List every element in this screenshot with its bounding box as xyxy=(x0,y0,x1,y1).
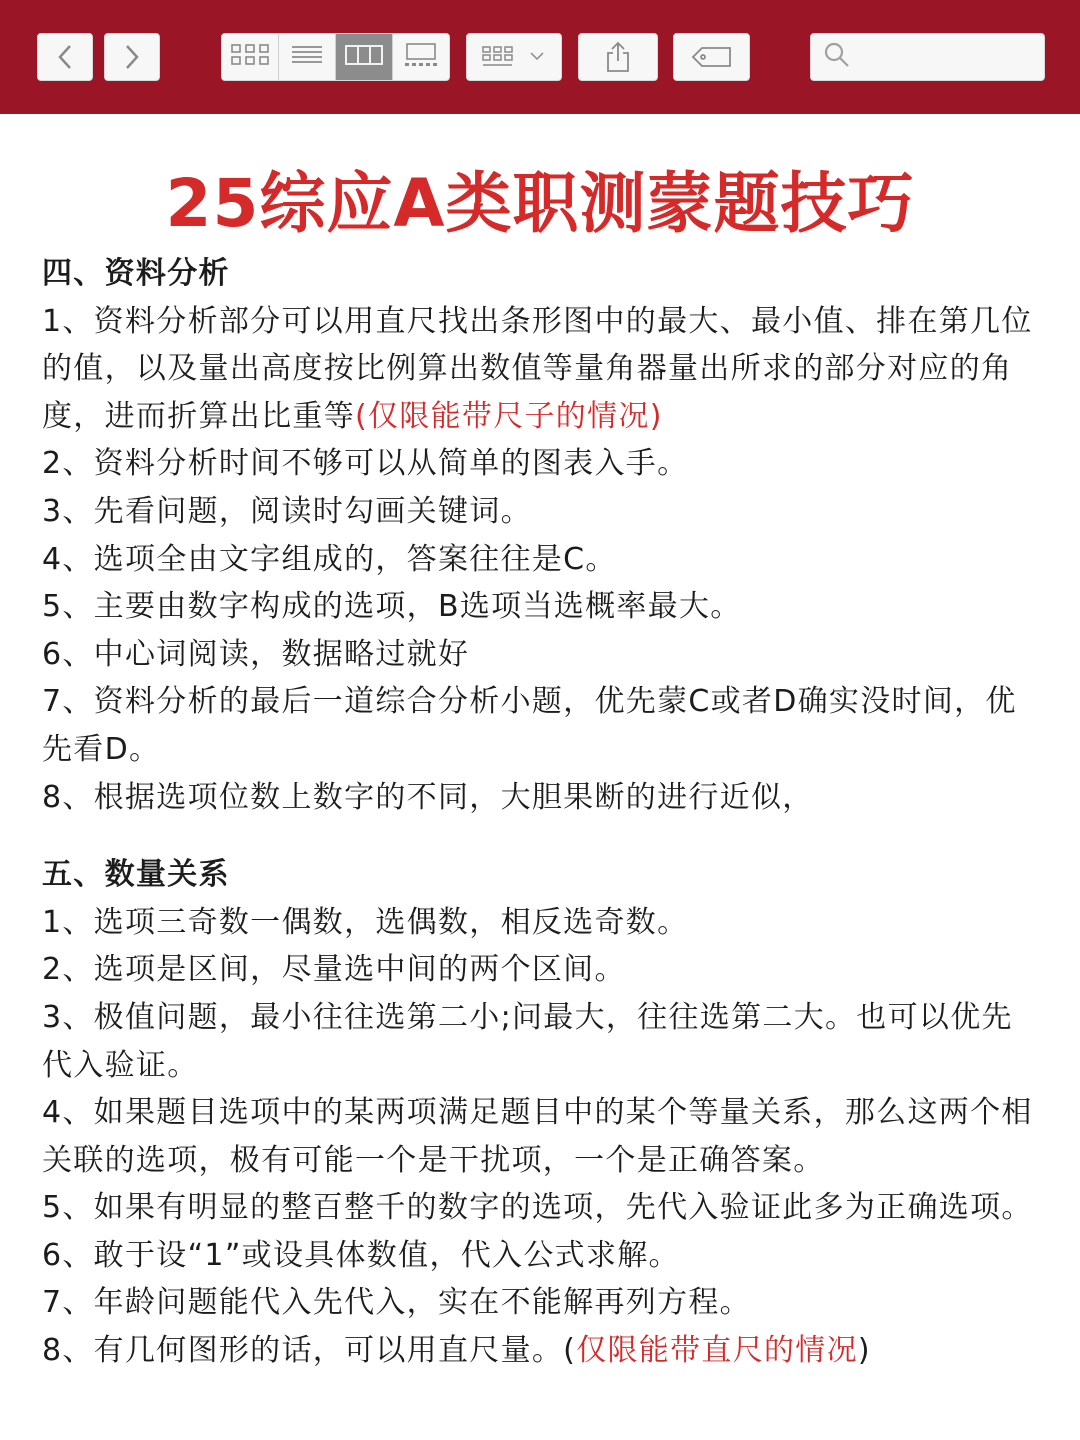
item-highlight: 仅限能带直尺的情况 xyxy=(576,1333,858,1369)
gallery-view-button[interactable] xyxy=(393,34,449,80)
list-item: 1、选项三奇数一偶数，选偶数，相反选奇数。 xyxy=(42,904,689,940)
list-view-icon xyxy=(290,42,324,72)
group-by-button[interactable] xyxy=(466,33,562,81)
forward-button[interactable] xyxy=(104,33,160,81)
item-text: 8、有几何图形的话，可以用直尺量。( xyxy=(42,1333,577,1369)
chevron-right-icon xyxy=(122,43,142,71)
column-view-icon xyxy=(344,42,384,72)
search-input[interactable] xyxy=(859,36,1080,78)
chevron-left-icon xyxy=(55,43,75,71)
group-by-icon xyxy=(479,44,549,70)
section-heading: 五、数量关系 xyxy=(42,857,230,893)
list-item: 3、极值问题，最小往往选第二小;问最大，往往选第二大。也可以优先代入验证。 xyxy=(42,999,1013,1083)
window-toolbar xyxy=(0,0,1080,114)
gallery-view-icon xyxy=(401,42,441,72)
search-icon xyxy=(823,41,851,73)
list-item: 8、根据选项位数上数字的不同，大胆果断的进行近似， xyxy=(42,779,814,815)
section-heading: 四、资料分析 xyxy=(42,256,230,291)
list-item: 2、资料分析时间不够可以从简单的图表入手。 xyxy=(42,446,689,482)
grid-view-icon xyxy=(230,42,270,72)
column-view-button[interactable] xyxy=(336,34,393,80)
share-icon xyxy=(603,40,633,74)
document-body xyxy=(42,250,1042,1375)
view-mode-control xyxy=(221,33,450,81)
list-item: 7、资料分析的最后一道综合分析小题，优先蒙C或者D确实没时间，优先看D。 xyxy=(42,684,1017,767)
list-item: 4、如果题目选项中的某两项满足题目中的某个等量关系，那么这两个相关联的选项，极有可能一个是干扰项，一个是正确答案。 xyxy=(42,1095,1033,1178)
section-spacer xyxy=(42,821,1042,851)
grid-view-button[interactable] xyxy=(222,34,279,80)
item-text: 1、资料分析部分可以用直尺找出条形图中的最大、最小值、排在第几位的值，以及量出高度按比例算出数值等量角器量出所求的部分对应的角度，进而折算出比重等 xyxy=(42,303,1033,434)
list-item: 2、选项是区间，尽量选中间的两个区间。 xyxy=(42,952,626,988)
list-item xyxy=(42,298,1042,441)
list-item: 4、选项全由文字组成的，答案往往是C。 xyxy=(42,541,617,577)
item-tail: ) xyxy=(857,1333,871,1369)
list-item: 7、年龄问题能代入先代入，实在不能解再列方程。 xyxy=(42,1285,751,1321)
list-item: 6、中心词阅读，数据略过就好 xyxy=(42,636,470,672)
list-item: 6、敢于设“1”或设具体数值，代入公式求解。 xyxy=(42,1237,680,1273)
back-button[interactable] xyxy=(37,33,93,81)
search-field[interactable] xyxy=(810,33,1045,81)
share-button[interactable] xyxy=(578,33,658,81)
list-item: 5、主要由数字构成的选项，B选项当选概率最大。 xyxy=(42,589,742,625)
list-view-button[interactable] xyxy=(279,34,336,80)
page-title: 25综应A类职测蒙题技巧 xyxy=(165,165,915,242)
item-highlight: (仅限能带尺子的情况) xyxy=(355,398,663,434)
list-item: 5、如果有明显的整百整千的数字的选项，先代入验证此多为正确选项。 xyxy=(42,1190,1033,1226)
list-item xyxy=(42,1327,1042,1375)
tag-icon xyxy=(690,44,734,70)
tag-button[interactable] xyxy=(673,33,750,81)
list-item: 3、先看问题，阅读时勾画关键词。 xyxy=(42,493,532,529)
